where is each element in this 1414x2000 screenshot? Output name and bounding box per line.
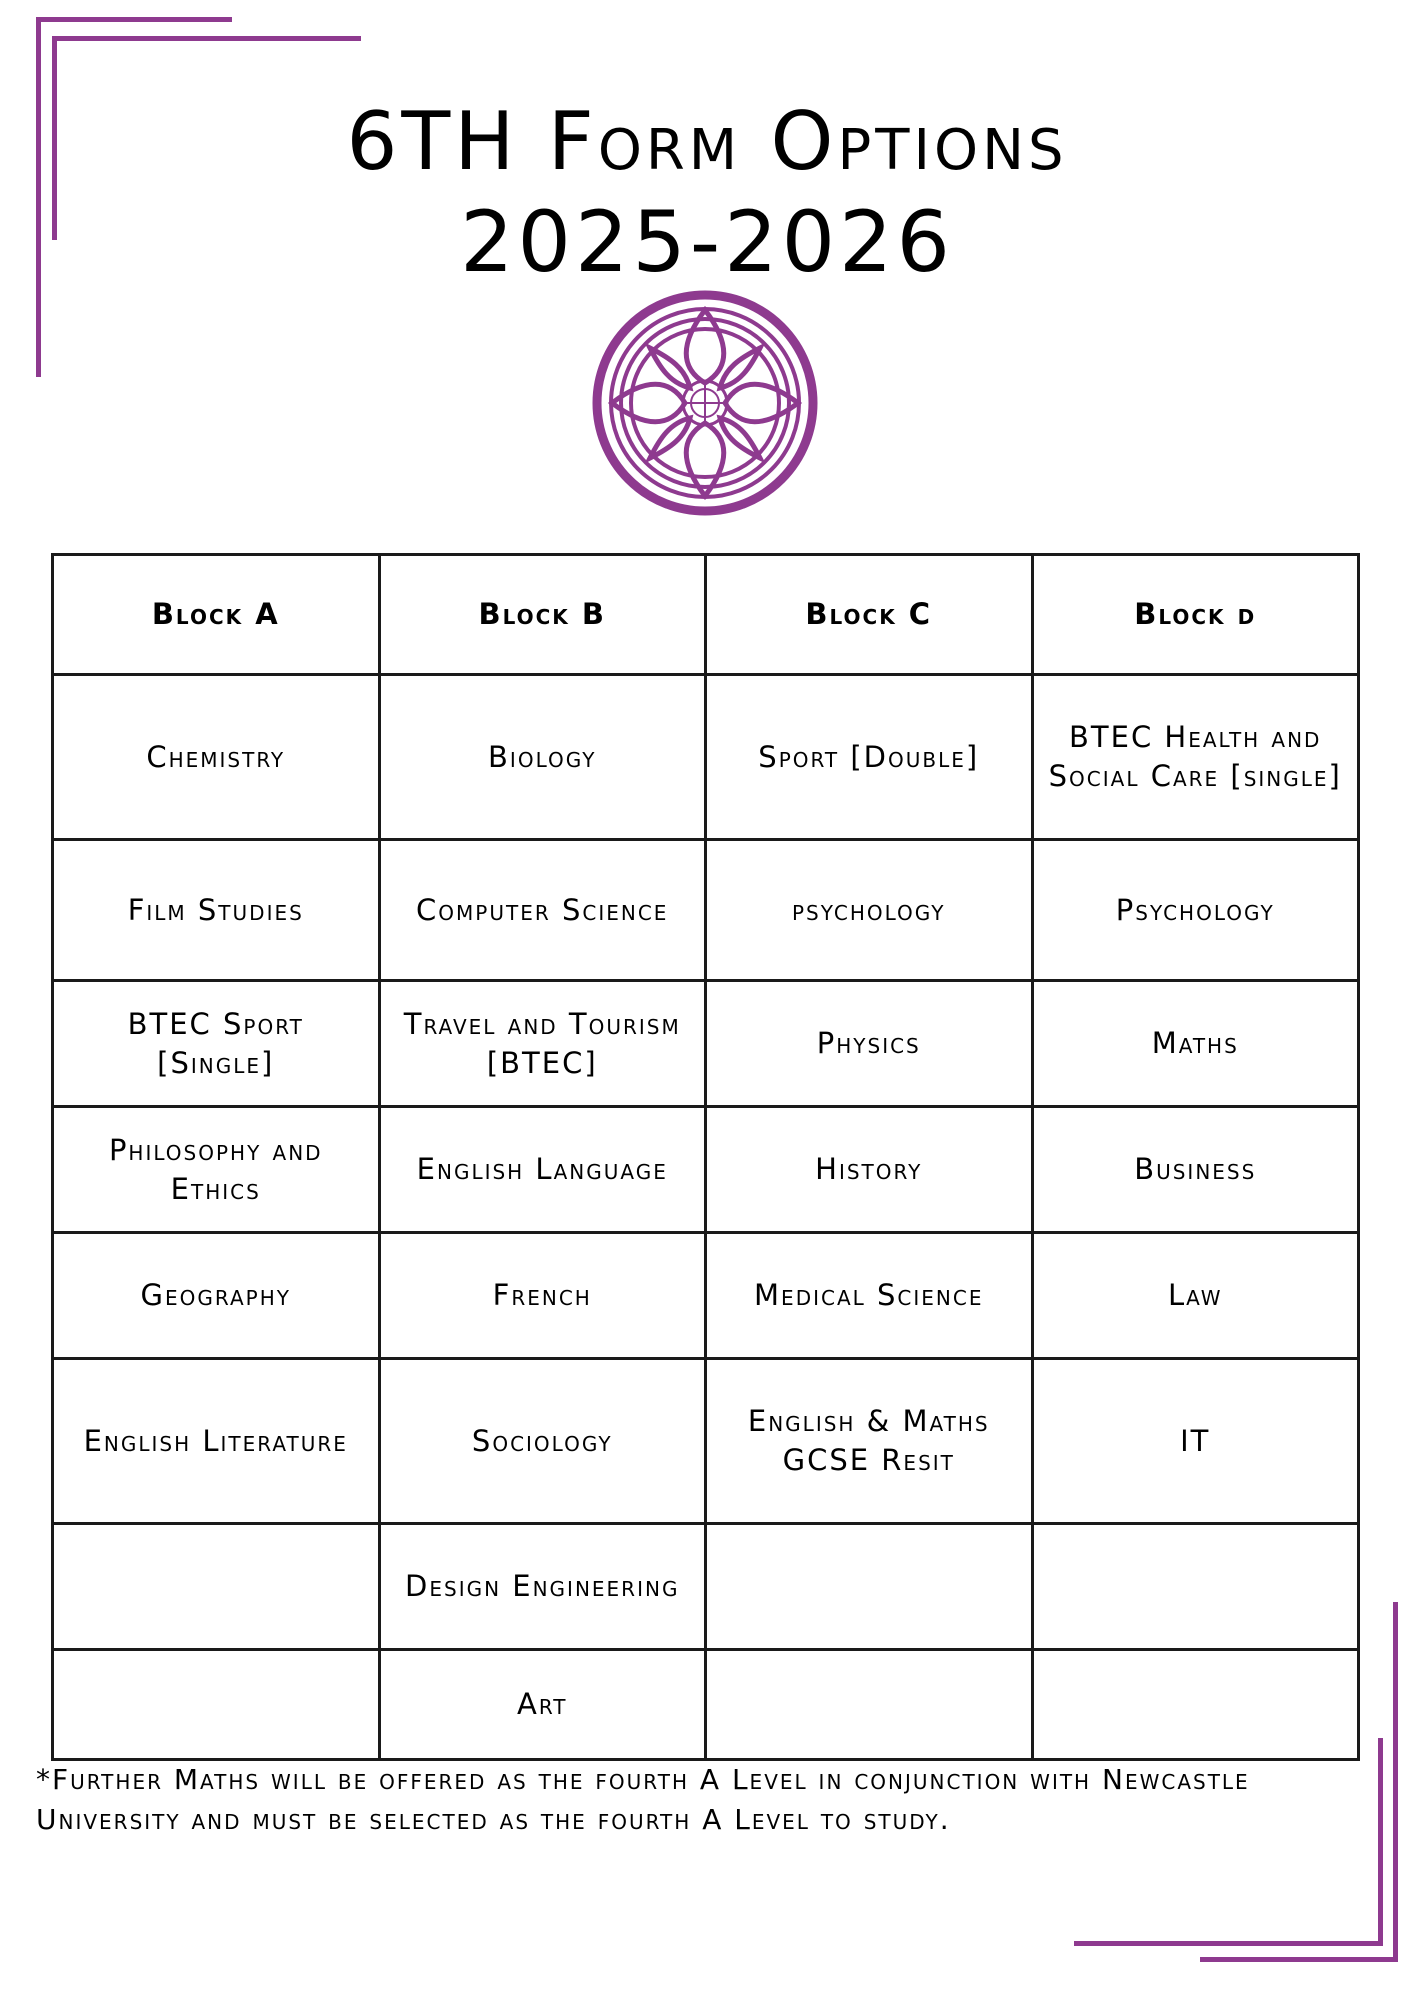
table-cell: Maths xyxy=(1032,981,1359,1107)
table-cell: Law xyxy=(1032,1233,1359,1359)
table-cell: Business xyxy=(1032,1107,1359,1233)
table-cell: Sociology xyxy=(379,1359,706,1524)
page-year: 2025-2026 xyxy=(460,193,954,291)
celtic-knot-roundel-icon xyxy=(590,288,820,518)
table-cell: BTEC Sport [Single] xyxy=(53,981,380,1107)
table-row xyxy=(53,1524,1359,1650)
table-cell: English Literature xyxy=(53,1359,380,1524)
table-header-row xyxy=(53,555,1359,675)
table-cell: psychology xyxy=(706,840,1033,981)
table-cell: BTEC Health and Social Care [single] xyxy=(1032,675,1359,840)
table-row xyxy=(53,1107,1359,1233)
table-cell xyxy=(1032,1524,1359,1650)
table-cell: Film Studies xyxy=(53,840,380,981)
corner-accent-bottom-outer-h xyxy=(1200,1957,1398,1962)
corner-accent-bottom-outer-v xyxy=(1393,1602,1398,1962)
column-header-block-d: Block d xyxy=(1032,555,1359,675)
column-header-block-a: Block A xyxy=(53,555,380,675)
table-cell: Philosophy and Ethics xyxy=(53,1107,380,1233)
column-header-block-c: Block C xyxy=(706,555,1033,675)
table-cell: French xyxy=(379,1233,706,1359)
table-cell: Sport [Double] xyxy=(706,675,1033,840)
table-cell: Computer Science xyxy=(379,840,706,981)
page-title: 6TH Form Options xyxy=(346,95,1068,188)
table-row xyxy=(53,1233,1359,1359)
corner-accent-top-inner-h xyxy=(52,36,361,41)
table-cell xyxy=(53,1650,380,1760)
corner-accent-bottom-inner-h xyxy=(1074,1941,1383,1946)
table-cell xyxy=(1032,1650,1359,1760)
table-cell: English & Maths GCSE Resit xyxy=(706,1359,1033,1524)
table-cell: History xyxy=(706,1107,1033,1233)
table-cell: Psychology xyxy=(1032,840,1359,981)
table-cell: Travel and Tourism [BTEC] xyxy=(379,981,706,1107)
table-cell: English Language xyxy=(379,1107,706,1233)
table-cell: Physics xyxy=(706,981,1033,1107)
table-cell: Geography xyxy=(53,1233,380,1359)
table-cell: Medical Science xyxy=(706,1233,1033,1359)
table-row xyxy=(53,840,1359,981)
table-cell xyxy=(706,1650,1033,1760)
table-cell: Chemistry xyxy=(53,675,380,840)
table-cell: Biology xyxy=(379,675,706,840)
table-row xyxy=(53,981,1359,1107)
table-row xyxy=(53,675,1359,840)
table-cell: Design Engineering xyxy=(379,1524,706,1650)
column-header-block-b: Block B xyxy=(379,555,706,675)
table-cell xyxy=(53,1524,380,1650)
table-cell: Art xyxy=(379,1650,706,1760)
table-cell: IT xyxy=(1032,1359,1359,1524)
options-table xyxy=(51,553,1360,1761)
corner-accent-top-outer-h xyxy=(36,17,232,22)
table-cell xyxy=(706,1524,1033,1650)
table-row xyxy=(53,1359,1359,1524)
table-row xyxy=(53,1650,1359,1760)
footnote: *Further Maths will be offered as the fourth A Level in conjunction with Newcastle University and must be selected as the fourth A Level to study. xyxy=(36,1763,1250,1836)
